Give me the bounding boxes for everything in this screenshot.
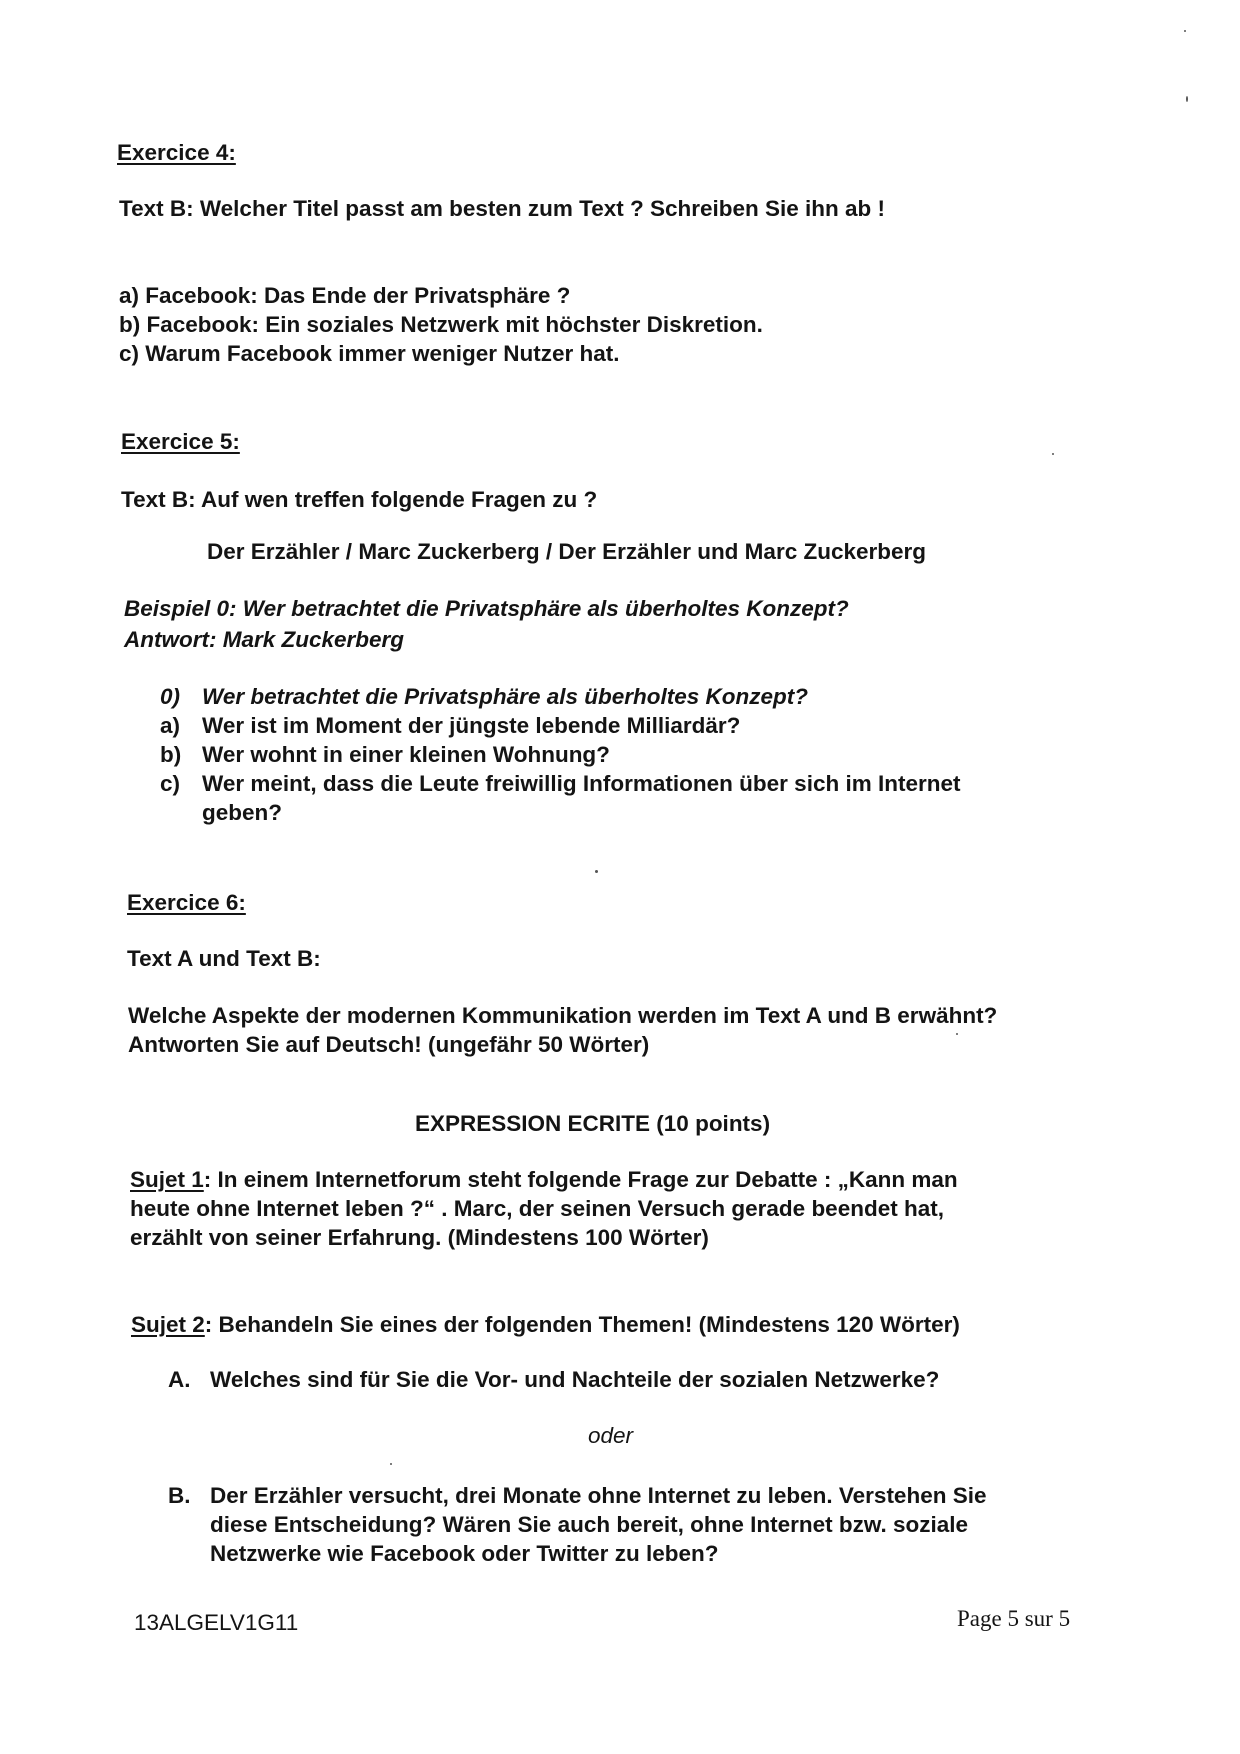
question-label: c): [160, 771, 181, 796]
exercise-6-question-line-2: Antworten Sie auf Deutsch! (ungefähr 50 Wörter): [128, 1032, 650, 1057]
sujet-2-theme-b-line-2: diese Entscheidung? Wären Sie auch bereit, ohne Internet bzw. soziale: [210, 1512, 969, 1537]
sujet-2-theme-b-line-3: Netzwerke wie Facebook oder Twitter zu leben?: [210, 1541, 719, 1566]
sujet-2-or: oder: [588, 1423, 634, 1448]
exercise-4-heading: Exercice 4:: [117, 140, 236, 165]
scan-speck: [390, 1463, 392, 1465]
theme-text: Welches sind für Sie die Vor- und Nachteile der sozialen Netzwerke?: [210, 1367, 940, 1392]
sujet-2-theme-a: [168, 1367, 939, 1393]
sujet-2-label: Sujet 2: [131, 1312, 205, 1337]
sujet-2-text: : Behandeln Sie eines der folgenden Themen! (Mindestens 120 Wörter): [204, 1312, 960, 1337]
sujet-1-line-3: erzählt von seiner Erfahrung. (Mindestens 100 Wörter): [130, 1225, 709, 1250]
footer-page-number: Page 5 sur 5: [957, 1606, 1071, 1631]
theme-label: A.: [168, 1367, 191, 1392]
exercise-5-question-c-continued: geben?: [202, 800, 283, 825]
exercise-5-question-0: [160, 684, 808, 710]
question-label: a): [160, 713, 181, 738]
footer-document-code: 13ALGELV1G11: [134, 1610, 299, 1635]
question-text: Wer ist im Moment der jüngste lebende Milliardär?: [202, 713, 741, 738]
exercise-4-option-a: a) Facebook: Das Ende der Privatsphäre ?: [119, 283, 571, 308]
exercise-5-question-b: [160, 742, 610, 768]
scan-speck: [1186, 96, 1188, 102]
question-text: Wer meint, dass die Leute freiwillig Informationen über sich im Internet: [202, 771, 961, 796]
sujet-1-line-2: heute ohne Internet leben ?“ . Marc, der seinen Versuch gerade beendet hat,: [130, 1196, 944, 1221]
exercise-5-example-answer: Antwort: Mark Zuckerberg: [124, 627, 405, 652]
exercise-5-choices: Der Erzähler / Marc Zuckerberg / Der Erzähler und Marc Zuckerberg: [207, 539, 927, 564]
exercise-5-instruction: Text B: Auf wen treffen folgende Fragen zu ?: [121, 487, 598, 512]
scan-speck: [595, 870, 598, 873]
sujet-2-theme-b: [168, 1483, 986, 1509]
sujet-1-text: : In einem Internetforum steht folgende Frage zur Debatte : „Kann man: [203, 1167, 958, 1192]
sujet-1-line-1: [130, 1167, 958, 1193]
exercise-5-heading: Exercice 5:: [121, 429, 240, 454]
exercise-5-example-question: Beispiel 0: Wer betrachtet die Privatsphäre als überholtes Konzept?: [124, 596, 849, 621]
exercise-6-instruction: Text A und Text B:: [127, 946, 321, 971]
exercise-4-option-c: c) Warum Facebook immer weniger Nutzer hat.: [119, 341, 620, 366]
scan-speck: [1052, 453, 1054, 455]
question-text: Wer wohnt in einer kleinen Wohnung?: [202, 742, 610, 767]
scan-speck: [1184, 30, 1186, 32]
question-text: Wer betrachtet die Privatsphäre als überholtes Konzept?: [202, 684, 808, 709]
exercise-6-question-line-1: Welche Aspekte der modernen Kommunikation werden im Text A und B erwähnt?: [128, 1003, 998, 1028]
exercise-4-instruction: Text B: Welcher Titel passt am besten zum Text ? Schreiben Sie ihn ab !: [119, 196, 886, 221]
sujet-1-label: Sujet 1: [130, 1167, 204, 1192]
sujet-2-intro: [131, 1312, 960, 1338]
exercise-4-option-b: b) Facebook: Ein soziales Netzwerk mit höchster Diskretion.: [119, 312, 763, 337]
question-label: 0): [160, 684, 181, 709]
exercise-6-heading: Exercice 6:: [127, 890, 246, 915]
exercise-5-question-c: [160, 771, 960, 797]
theme-text: Der Erzähler versucht, drei Monate ohne Internet zu leben. Verstehen Sie: [210, 1483, 987, 1508]
expression-ecrite-title: EXPRESSION ECRITE (10 points): [415, 1111, 771, 1136]
exercise-5-question-a: [160, 713, 740, 739]
theme-label: B.: [168, 1483, 191, 1508]
scan-speck: [956, 1033, 958, 1035]
question-label: b): [160, 742, 182, 767]
